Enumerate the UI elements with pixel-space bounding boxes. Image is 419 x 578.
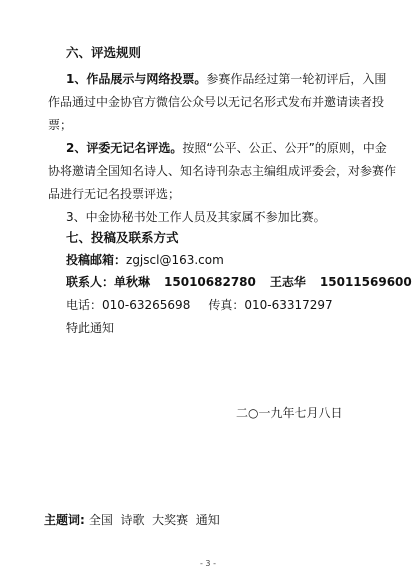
rule-2-line-1 bbox=[66, 140, 387, 156]
contact-1-phone: 15010682780 bbox=[164, 275, 256, 289]
contact-label: 联系人： bbox=[66, 275, 115, 289]
email-address[interactable]: zgjscl@163.com bbox=[126, 253, 224, 267]
rule-2-title: 2、评委无记名评选。 bbox=[66, 141, 183, 155]
rule-2-line-2: 协将邀请全国知名诗人、知名诗刊杂志主编组成评委会，对参赛作 bbox=[48, 164, 397, 178]
keywords-label: 主题词: bbox=[44, 513, 85, 527]
document-date: 二○一九年七月八日 bbox=[236, 406, 343, 420]
rule-1-line-1 bbox=[66, 71, 386, 87]
phone-label: 电话： bbox=[66, 298, 103, 312]
page-number: - 3 - bbox=[200, 559, 216, 568]
rule-1-line-3: 票； bbox=[48, 118, 73, 132]
rule-1-text: 参赛作品经过第一轮初评后，入围 bbox=[206, 72, 387, 86]
contact-2-phone: 15011569600 bbox=[319, 275, 412, 289]
contact-2-name: 王志华 bbox=[269, 275, 306, 289]
notice-text: 特此通知 bbox=[66, 321, 115, 335]
keywords-values: 全国 诗歌 大奖赛 通知 bbox=[88, 513, 220, 527]
phone-number: 010-63265698 bbox=[102, 298, 191, 312]
rule-2-text: 按照“公平、公正、公开”的原则，中金 bbox=[182, 141, 387, 155]
section-seven-heading: 七、投稿及联系方式 bbox=[66, 230, 179, 245]
contact-1-name: 单秋琳 bbox=[114, 275, 151, 289]
fax-number: 010-63317297 bbox=[244, 298, 333, 312]
rule-2-line-3: 品进行无记名投票评选； bbox=[48, 187, 181, 201]
rule-1-line-2: 作品通过中金协官方微信公众号以无记名形式发布并邀请读者投 bbox=[48, 95, 385, 109]
fax-label: 传真： bbox=[208, 298, 245, 312]
contact-line bbox=[66, 274, 412, 290]
keywords-line bbox=[44, 512, 220, 528]
section-six-heading: 六、评选规则 bbox=[66, 45, 142, 60]
rule-3: 3、中金协秘书处工作人员及其家属不参加比赛。 bbox=[66, 210, 326, 224]
email-label: 投稿邮箱： bbox=[66, 253, 127, 267]
submission-email-line bbox=[66, 252, 224, 268]
rule-1-title: 1、作品展示与网络投票。 bbox=[66, 72, 207, 86]
phone-fax-line bbox=[66, 297, 333, 313]
